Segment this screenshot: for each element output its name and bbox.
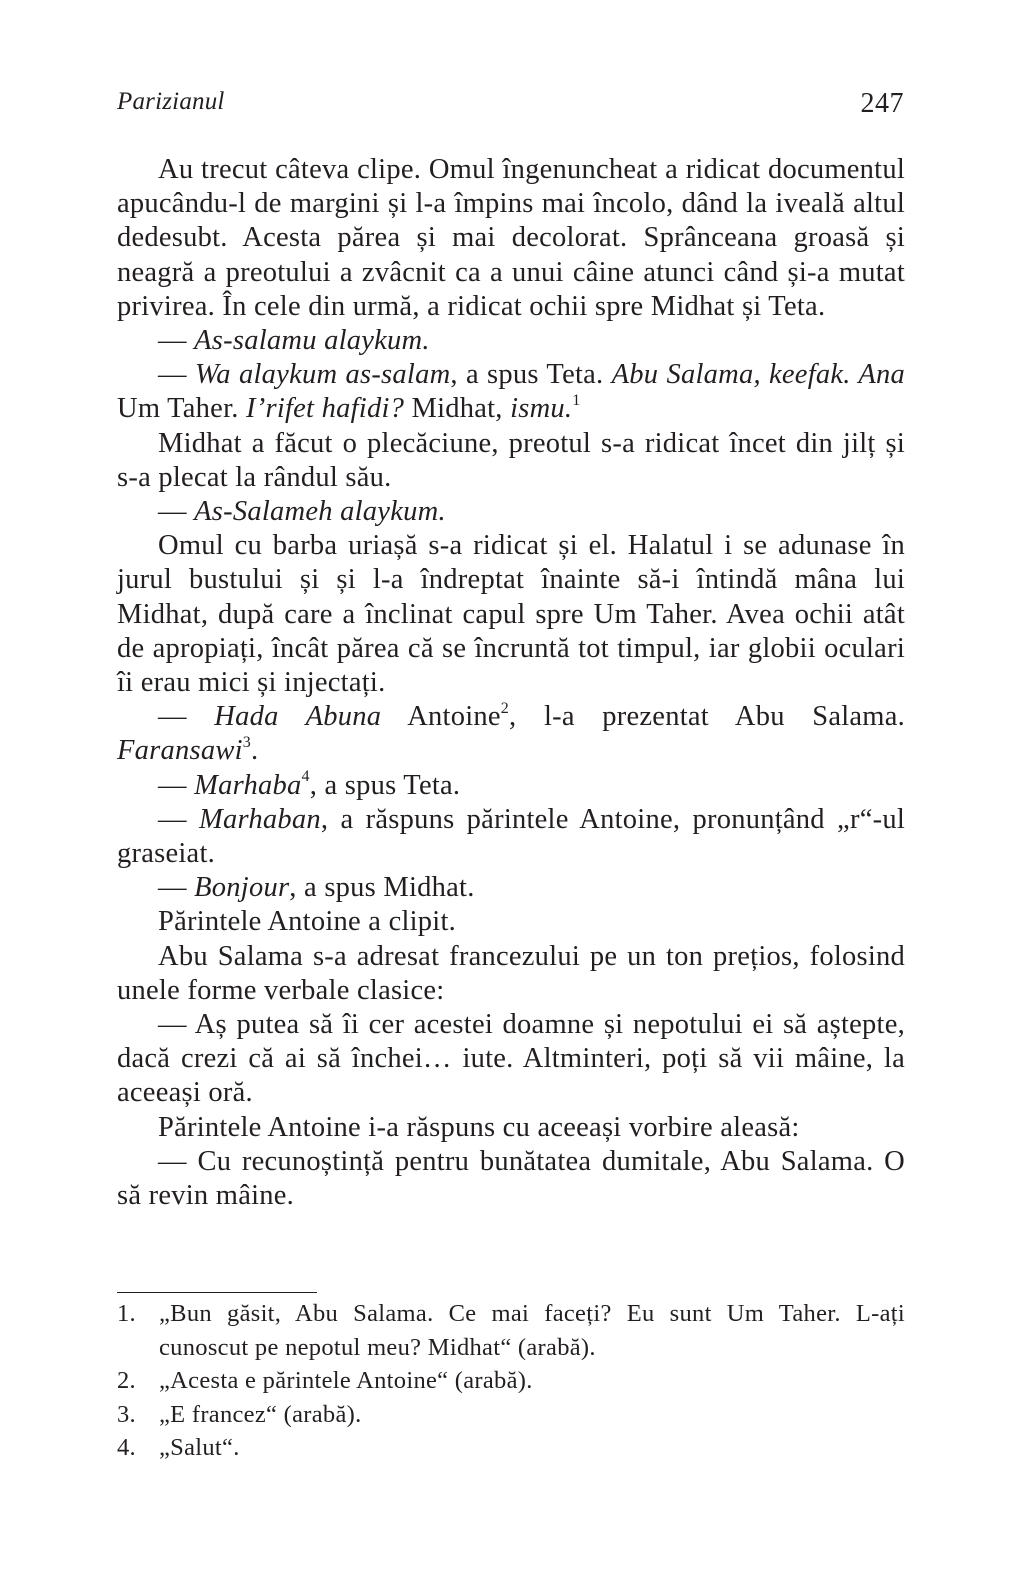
paragraph-6: Omul cu barba uriașă s-a ridicat și el. Halatul i se adunase în jurul bustului și și l-a îndreptat înainte să-i întindă mâna lui Midhat, după care a înclinat capul spre Um Taher. Avea ochii atât de apropiați, încât părea că se încruntă tot timpul, iar globii oculari îi erau mici și injectați. xyxy=(117,530,905,699)
footnote-number: 4. xyxy=(117,1434,136,1461)
name-text: Antoine xyxy=(381,701,501,733)
paragraph-15: — Cu recunoștință pentru bunătatea dumitale, Abu Salama. O să revin mâine. xyxy=(117,1145,905,1212)
em-dash: — xyxy=(158,701,215,733)
period: . xyxy=(251,735,259,767)
paragraph-13: — Aș putea să îi cer acestei doamne și nepotului ei să aștepte, dacă crezi că ai să închei… iute. Altminteri, poți să vii mâine, la aceeași oră. xyxy=(117,1009,905,1109)
dialogue-line-3 xyxy=(117,358,905,426)
footnote-text: „Salut“. xyxy=(159,1434,240,1461)
arabic-word: Marhaba xyxy=(194,769,302,801)
footnote-3 xyxy=(117,1398,905,1432)
dialogue-line-10 xyxy=(117,871,905,905)
em-dash: — xyxy=(158,325,195,357)
dialogue-tag: , a răspuns părintele Antoine, pronunțând „r“-ul graseiat. xyxy=(117,803,905,870)
dialogue-line-8 xyxy=(117,769,905,803)
footnote-ref-4[interactable]: 4 xyxy=(301,768,310,786)
footnote-number: 3. xyxy=(117,1400,136,1428)
dialogue-line-7 xyxy=(117,700,905,768)
arabic-question: I’rifet hafidi? xyxy=(246,393,405,425)
em-dash: — xyxy=(158,872,195,904)
footnote-ref-3[interactable]: 3 xyxy=(242,733,252,751)
paragraph-4: Midhat a făcut o plecăciune, preotul s-a ridicat încet din jilț și s-a plecat la rândul său. xyxy=(117,427,905,493)
arabic-greeting: As-salamu alaykum. xyxy=(194,325,430,357)
body-text xyxy=(117,153,905,1213)
paragraph-12: Abu Salama s-a adresat francezului pe un ton prețios, folosind unele forme verbale clasice: xyxy=(117,940,905,1006)
dialogue-tag: , a spus Teta. xyxy=(450,359,612,391)
footnote-number: 1. xyxy=(117,1300,136,1327)
dialogue-line-5 xyxy=(117,495,905,529)
running-title: Parizianul xyxy=(117,88,225,115)
dialogue-line-2 xyxy=(117,324,905,358)
page-number: 247 xyxy=(860,88,904,119)
em-dash: — xyxy=(158,769,195,801)
arabic-word: Faransawi xyxy=(117,735,243,767)
word-space xyxy=(239,393,246,424)
arabic-word: Marhaban xyxy=(199,803,321,835)
dialogue-tag: , a spus Teta. xyxy=(309,769,461,801)
arabic-greeting: Abu Salama, keefak. Ana xyxy=(611,359,905,391)
footnote-text: „Bun găsit, Abu Salama. Ce mai faceți? Eu sunt Um Taher. L-ați cunoscut pe nepotul meu? Midhat“ (arabă). xyxy=(159,1300,905,1361)
dialogue-tag: , a spus Midhat. xyxy=(289,872,475,904)
em-dash: — xyxy=(158,496,195,528)
dialogue-line-9 xyxy=(117,803,905,871)
footnote-ref-2[interactable]: 2 xyxy=(500,699,510,717)
arabic-greeting: As-Salameh alaykum. xyxy=(194,496,446,528)
footnote-number: 2. xyxy=(117,1367,136,1394)
name-text: Midhat, xyxy=(404,393,511,425)
paragraph-11: Părintele Antoine a clipit. xyxy=(158,906,457,938)
em-dash: — xyxy=(158,803,199,835)
arabic-word: ismu. xyxy=(510,393,573,425)
dialogue-tag: , l-a prezentat Abu Salama. xyxy=(509,701,905,733)
footnote-ref-1[interactable]: 1 xyxy=(572,391,581,409)
arabic-phrase: Hada Abuna xyxy=(214,701,382,733)
arabic-reply: Wa alaykum as-salam xyxy=(194,359,451,391)
footnotes xyxy=(117,1297,905,1465)
footnote-1 xyxy=(117,1297,905,1364)
french-word: Bonjour xyxy=(194,872,290,904)
paragraph-14: Părintele Antoine i-a răspuns cu aceeași vorbire aleasă: xyxy=(158,1111,800,1143)
footnote-divider xyxy=(117,1292,317,1293)
footnote-text: „Acesta e părintele Antoine“ (arabă). xyxy=(159,1367,533,1394)
em-dash: — xyxy=(158,359,195,391)
footnote-text: „E francez“ (arabă). xyxy=(159,1400,362,1428)
paragraph-1: Au trecut câteva clipe. Omul îngenuncheat a ridicat documentul apucându-l de margini și l-a împins mai încolo, dând la iveală altul dedesubt. Acesta părea și mai decolorat. Sprânceana groasă și neagră a preotului a zvâcnit ca a unui câine atunci când și-a mutat privirea. În cele din urmă, a ridicat ochii spre Midhat și Teta. xyxy=(117,154,905,322)
footnote-4 xyxy=(117,1431,905,1465)
speaker-name: Um Taher. xyxy=(117,393,239,425)
footnote-2 xyxy=(117,1364,905,1398)
